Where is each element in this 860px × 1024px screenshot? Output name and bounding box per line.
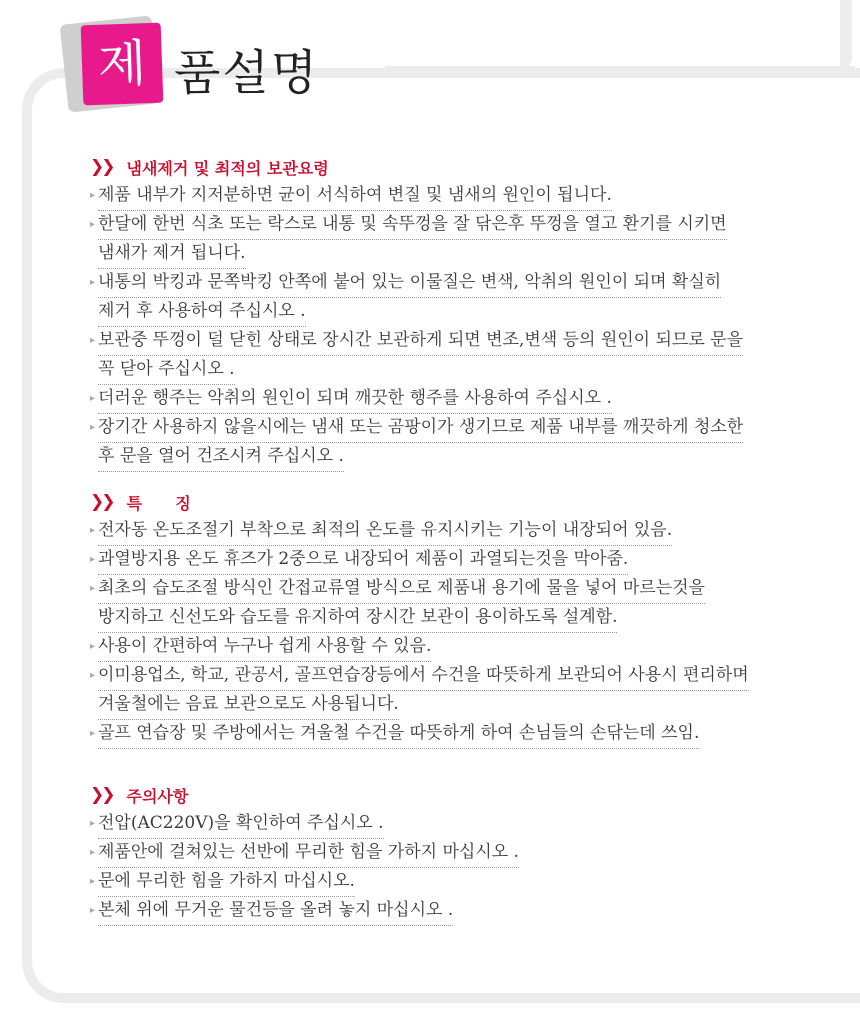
list-item <box>90 868 830 897</box>
list-item <box>90 810 830 839</box>
list-item-text <box>98 810 830 839</box>
text-line: 후 문을 열어 건조시켜 주십시오 . <box>98 443 344 472</box>
text-line: 보관중 뚜껑이 덜 닫힌 상태로 장시간 보관하게 되면 변조,변색 등의 원인이 되므로 문을 <box>98 327 743 356</box>
section-features <box>90 487 830 749</box>
list-item-text <box>98 897 830 926</box>
text-line: 꼭 닫아 주십시오 . <box>98 356 235 385</box>
list-item-text <box>98 414 830 472</box>
title-text: 품설명 <box>174 45 320 101</box>
list-item-text <box>98 385 830 414</box>
section-precautions <box>90 780 830 926</box>
text-line: 더러운 행주는 악취의 원인이 되며 깨끗한 행주를 사용하여 주십시오 . <box>98 385 612 414</box>
bullet-icon: ▸ <box>90 393 96 404</box>
double-chevron-right-icon: ❯❯ <box>90 785 113 805</box>
list-item-text <box>98 211 830 269</box>
bullet-icon: ▸ <box>90 219 96 230</box>
text-line: 전자동 온도조절기 부착으로 최적의 온도를 유지시키는 기능이 내장되어 있음. <box>98 517 672 546</box>
text-line: 최초의 습도조절 방식인 간접교류열 방식으로 제품내 용기에 물을 넣어 마르는것을 <box>98 575 705 604</box>
list-item-text <box>98 269 830 327</box>
bullet-icon: ▸ <box>90 905 96 916</box>
section-heading-text: 냄새제거 및 최적의 보관요령 <box>126 158 329 178</box>
section-heading <box>90 487 830 517</box>
text-line: 방지하고 신선도와 습도를 유지하여 장시간 보관이 용이하도록 설계함. <box>98 604 617 633</box>
list-item <box>90 385 830 414</box>
bullet-icon: ▸ <box>90 335 96 346</box>
title-highlight-char: 제 <box>96 34 148 94</box>
bullet-icon: ▸ <box>90 554 96 565</box>
text-line: 이미용업소, 학교, 관공서, 골프연습장등에서 수건을 따뜻하게 보관되어 사용시 편리하며 <box>98 662 749 691</box>
bullet-icon: ▸ <box>90 422 96 433</box>
bullet-icon: ▸ <box>90 583 96 594</box>
list-item <box>90 211 830 269</box>
bullet-icon: ▸ <box>90 876 96 887</box>
text-line: 제품 내부가 지저분하면 균이 서식하여 변질 및 냄새의 원인이 됩니다. <box>98 182 612 211</box>
section-odor-removal <box>90 152 830 472</box>
list-item-text <box>98 182 830 211</box>
list-item-text <box>98 839 830 868</box>
list-item <box>90 327 830 385</box>
list-item-text <box>98 575 830 633</box>
text-line: 내통의 박킹과 문쪽박킹 안쪽에 붙어 있는 이물질은 변색, 악취의 원인이 되며 확실히 <box>98 269 721 298</box>
list-item <box>90 269 830 327</box>
double-chevron-right-icon: ❯❯ <box>90 157 113 177</box>
text-line: 겨울철에는 음료 보관으로도 사용됩니다. <box>98 691 399 720</box>
list-item <box>90 546 830 575</box>
bullet-icon: ▸ <box>90 670 96 681</box>
list-item-text <box>98 517 830 546</box>
text-line: 장기간 사용하지 않을시에는 냄새 또는 곰팡이가 생기므로 제품 내부를 깨끗하게 청소한 <box>98 414 743 443</box>
list-item-text <box>98 633 830 662</box>
bullet-icon: ▸ <box>90 190 96 201</box>
frame-corner <box>840 0 852 70</box>
text-line: 본체 위에 무거운 물건등을 올려 놓지 마십시오 . <box>98 897 453 926</box>
section-heading-text: 주의사항 <box>126 786 189 806</box>
title-badge <box>81 23 164 106</box>
text-line: 문에 무리한 힘을 가하지 마십시오. <box>98 868 355 897</box>
list-item <box>90 575 830 633</box>
section-heading <box>90 152 830 182</box>
list-item <box>90 897 830 926</box>
double-chevron-right-icon: ❯❯ <box>90 492 113 512</box>
bullet-icon: ▸ <box>90 641 96 652</box>
text-line: 사용이 간편하여 누구나 쉽게 사용할 수 있음. <box>98 633 431 662</box>
list-item <box>90 182 830 211</box>
list-item-text <box>98 546 830 575</box>
bullet-icon: ▸ <box>90 525 96 536</box>
bullet-icon: ▸ <box>90 728 96 739</box>
bullet-icon: ▸ <box>90 277 96 288</box>
section-heading-text: 특 징 <box>126 493 191 513</box>
list-item <box>90 720 830 749</box>
text-line: 한달에 한번 식초 또는 락스로 내통 및 속뚜껑을 잘 닦은후 뚜껑을 열고 환기를 시키면 <box>98 211 727 240</box>
list-item <box>90 633 830 662</box>
text-line: 냄새가 제거 됩니다. <box>98 240 246 269</box>
page-title <box>62 6 422 116</box>
list-item <box>90 662 830 720</box>
text-line: 제품안에 걸쳐있는 선반에 무리한 힘을 가하지 마십시오 . <box>98 839 519 868</box>
list-item-text <box>98 868 830 897</box>
text-line: 골프 연습장 및 주방에서는 겨울철 수건을 따뜻하게 하여 손님들의 손닦는데 쓰임. <box>98 720 699 749</box>
bullet-icon: ▸ <box>90 847 96 858</box>
list-item-text <box>98 327 830 385</box>
list-item <box>90 517 830 546</box>
list-item-text <box>98 720 830 749</box>
list-item-text <box>98 662 830 720</box>
list-item <box>90 839 830 868</box>
frame-top-bar <box>385 66 855 78</box>
bullet-icon: ▸ <box>90 818 96 829</box>
list-item <box>90 414 830 472</box>
text-line: 제거 후 사용하여 주십시오 . <box>98 298 306 327</box>
text-line: 과열방지용 온도 휴즈가 2중으로 내장되어 제품이 과열되는것을 막아줌. <box>98 546 628 575</box>
section-heading <box>90 780 830 810</box>
text-line: 전압(AC220V)을 확인하여 주십시오 . <box>98 810 384 839</box>
